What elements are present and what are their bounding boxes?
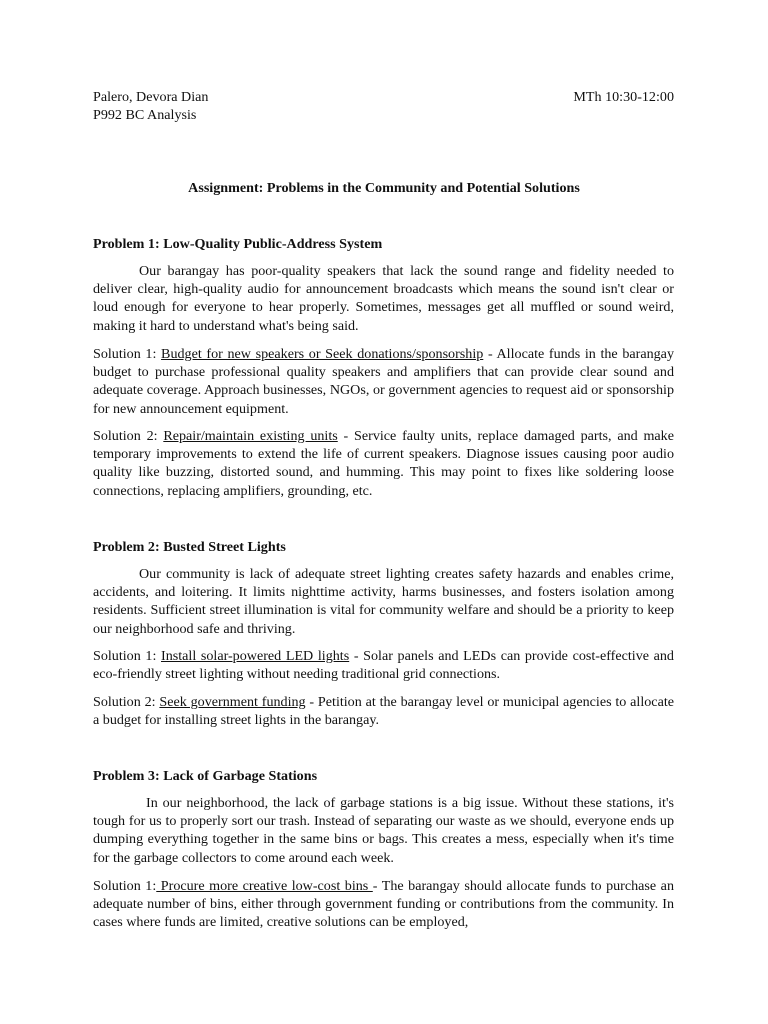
- header-row: [93, 88, 674, 106]
- class-schedule: MTh 10:30-12:00: [573, 89, 674, 105]
- assignment-title: Assignment: Problems in the Community and Potential Solutions: [188, 180, 580, 196]
- problem-2-heading: Problem 2: Busted Street Lights: [93, 539, 286, 555]
- solution-text: - Service faulty units, replace damaged parts, and make temporary improvements to extend the life of current speakers. Diagnose issues causing poor audio quality like buzzing, distorted sound, and humming. This may point to fixes like soldering loose connections, replacing amplifiers, grounding, etc.: [93, 428, 674, 499]
- problem-2-solution-1: [93, 647, 674, 683]
- solution-label: Solution 2:: [93, 694, 160, 710]
- solution-text: - Solar panels and LEDs can provide cost-effective and eco-friendly street lighting without needing traditional grid connections.: [93, 648, 674, 683]
- student-name: Palero, Devora Dian: [93, 89, 209, 105]
- problem-2-body: Our community is lack of adequate street lighting creates safety hazards and enables crime, accidents, and loitering. It limits nighttime activity, harms businesses, and fosters isolation among residents. Sufficient street illumination is vital for community welfare and should be a priority to keep our neighborhood safe and thriving.: [93, 566, 674, 637]
- solution-title: Budget for new speakers or Seek donations/sponsorship: [161, 346, 484, 362]
- solution-title: Install solar-powered LED lights: [161, 648, 350, 664]
- problem-3-solution-1: [93, 877, 674, 932]
- problem-1-solution-2: [93, 427, 674, 500]
- problem-1-solution-1: [93, 345, 674, 418]
- solution-text: - The barangay should allocate funds to purchase an adequate number of bins, either through government funding or contributions from the community. In cases where funds are limited, creative solutions can be employed,: [93, 878, 674, 931]
- problem-3-heading: Problem 3: Lack of Garbage Stations: [93, 768, 318, 784]
- problem-3-body: In our neighborhood, the lack of garbage stations is a big issue. Without these stations, it's tough for us to properly sort our trash. Instead of separating our waste as we should, everyone ends up dumping everything together in the same bins or bags. This creates a mess, especially when it's time for the garbage collectors to come around each week.: [93, 795, 674, 866]
- solution-title: Seek government funding: [159, 694, 306, 710]
- solution-title: Repair/maintain existing units: [163, 428, 338, 444]
- solution-title: Procure more creative low-cost bins: [156, 878, 373, 894]
- problem-1-heading: Problem 1: Low-Quality Public-Address System: [93, 236, 383, 252]
- solution-text: - Allocate funds in the barangay budget to purchase professional quality speakers and amplifiers that can provide clear sound and adequate coverage. Approach businesses, NGOs, or government agencies to request aid or sponsorship for new announcement equipment.: [93, 346, 674, 417]
- solution-label: Solution 2:: [93, 428, 164, 444]
- solution-label: Solution 1:: [93, 648, 162, 664]
- solution-label: Solution 1:: [93, 878, 157, 894]
- solution-text: - Petition at the barangay level or municipal agencies to allocate a budget for installing street lights in the barangay.: [93, 694, 674, 729]
- course-code: P992 BC Analysis: [93, 107, 197, 123]
- problem-1-body: Our barangay has poor-quality speakers that lack the sound range and fidelity needed to deliver clear, high-quality audio for announcement broadcasts which means the sound isn't clear or loud enough for everyone to hear properly. Sometimes, messages get all muffled or sound weird, making it hard to understand what's being said.: [93, 263, 674, 334]
- solution-label: Solution 1:: [93, 346, 162, 362]
- problem-2-solution-2: [93, 693, 674, 729]
